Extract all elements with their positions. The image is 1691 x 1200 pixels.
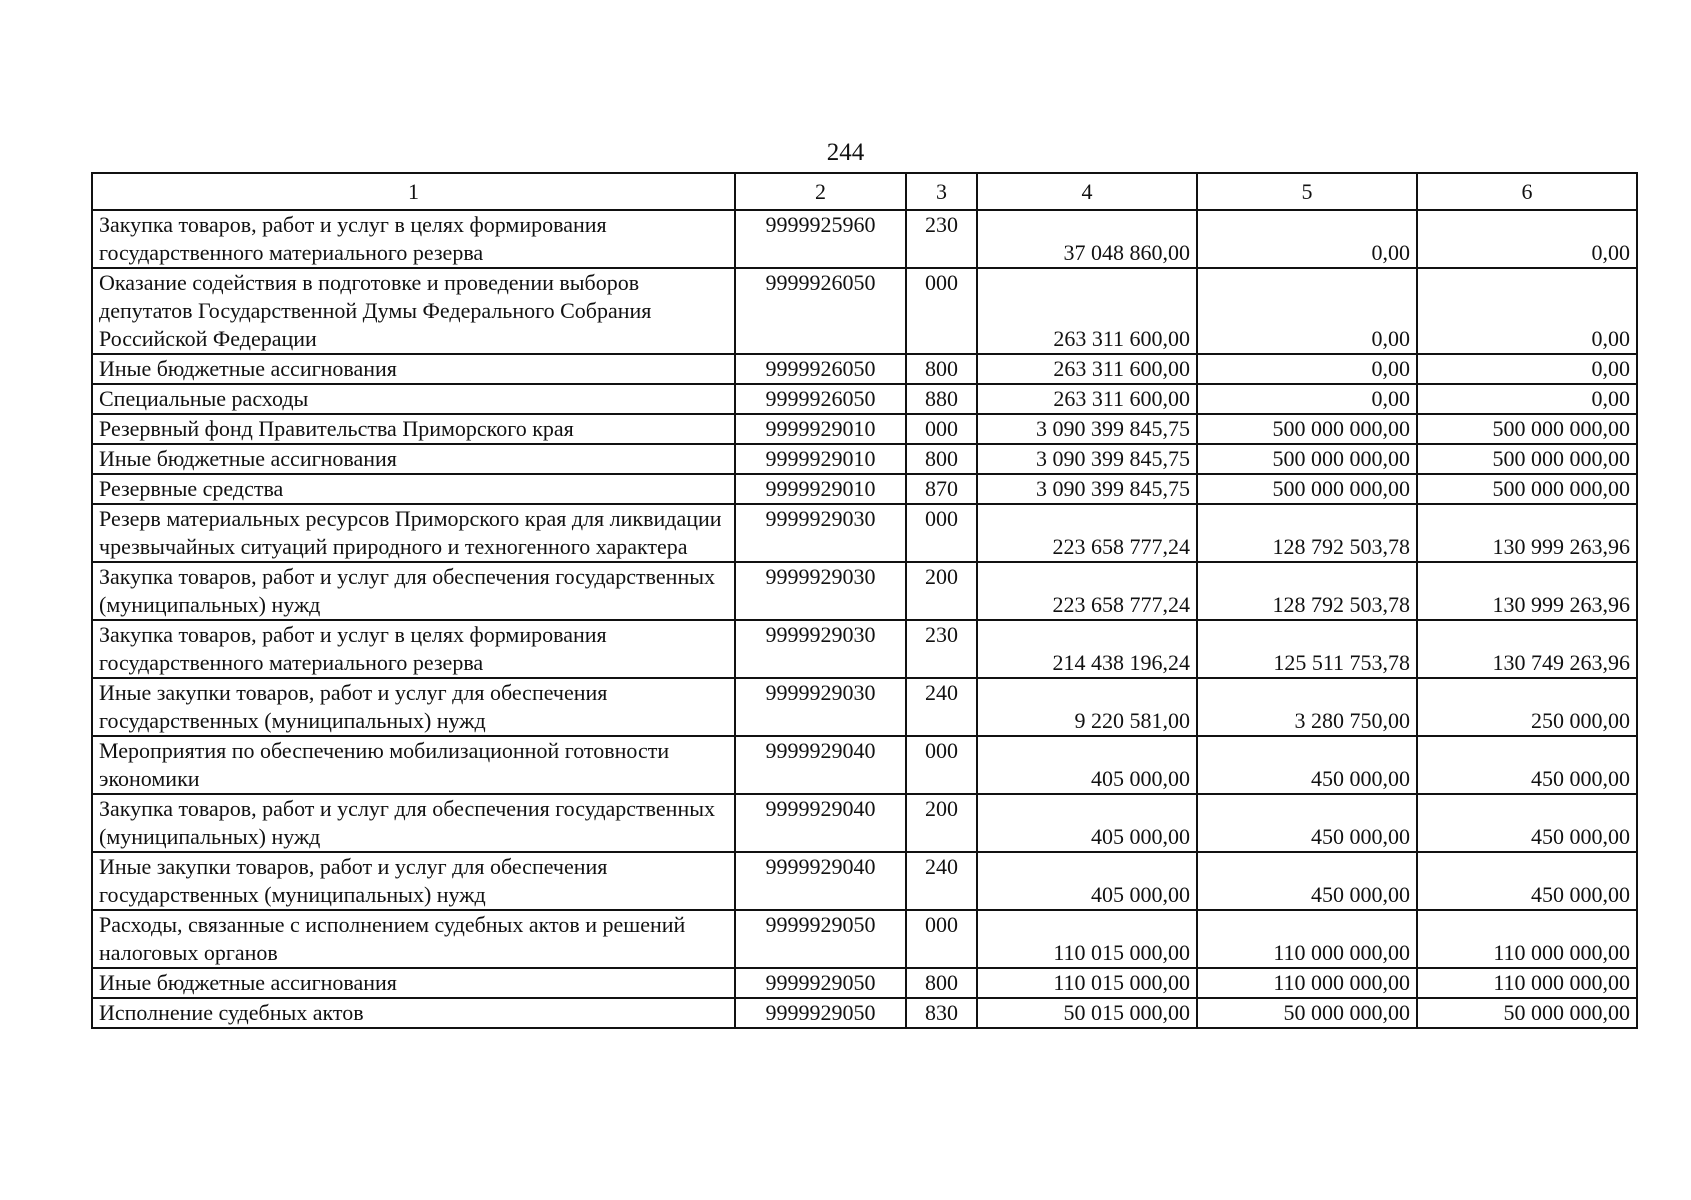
amount-year2-cell: 450 000,00 xyxy=(1197,794,1417,852)
table-row xyxy=(92,852,1637,910)
amount-year2-cell: 0,00 xyxy=(1197,354,1417,384)
target-article-cell: 9999929040 xyxy=(735,736,906,794)
amount-year1-cell: 37 048 860,00 xyxy=(977,210,1197,268)
header-row xyxy=(92,173,1637,210)
amount-year3-cell: 130 999 263,96 xyxy=(1417,562,1637,620)
amount-year2-cell: 0,00 xyxy=(1197,384,1417,414)
column-header: 6 xyxy=(1417,173,1637,210)
table-row xyxy=(92,474,1637,504)
amount-year1-cell: 223 658 777,24 xyxy=(977,504,1197,562)
row-name-cell: Резерв материальных ресурсов Приморского края для ликвидации чрезвычайных ситуаций природного и техногенного характера xyxy=(92,504,735,562)
column-header: 1 xyxy=(92,173,735,210)
target-article-cell: 9999925960 xyxy=(735,210,906,268)
amount-year2-cell: 0,00 xyxy=(1197,210,1417,268)
target-article-cell: 9999929050 xyxy=(735,998,906,1028)
amount-year1-cell: 3 090 399 845,75 xyxy=(977,444,1197,474)
row-name-cell: Резервные средства xyxy=(92,474,735,504)
expense-type-cell: 830 xyxy=(906,998,977,1028)
amount-year3-cell: 500 000 000,00 xyxy=(1417,474,1637,504)
table-row xyxy=(92,210,1637,268)
row-name-cell: Расходы, связанные с исполнением судебных актов и решений налоговых органов xyxy=(92,910,735,968)
amount-year3-cell: 130 749 263,96 xyxy=(1417,620,1637,678)
amount-year2-cell: 125 511 753,78 xyxy=(1197,620,1417,678)
amount-year3-cell: 450 000,00 xyxy=(1417,736,1637,794)
amount-year2-cell: 500 000 000,00 xyxy=(1197,474,1417,504)
amount-year1-cell: 405 000,00 xyxy=(977,794,1197,852)
expense-type-cell: 240 xyxy=(906,852,977,910)
amount-year2-cell: 3 280 750,00 xyxy=(1197,678,1417,736)
row-name-cell: Резервный фонд Правительства Приморского края xyxy=(92,414,735,444)
amount-year1-cell: 405 000,00 xyxy=(977,852,1197,910)
amount-year3-cell: 0,00 xyxy=(1417,354,1637,384)
expense-type-cell: 800 xyxy=(906,444,977,474)
column-header: 4 xyxy=(977,173,1197,210)
page-number: 244 xyxy=(826,139,865,166)
row-name-cell: Мероприятия по обеспечению мобилизационной готовности экономики xyxy=(92,736,735,794)
amount-year1-cell: 263 311 600,00 xyxy=(977,268,1197,354)
amount-year3-cell: 250 000,00 xyxy=(1417,678,1637,736)
target-article-cell: 9999926050 xyxy=(735,384,906,414)
expense-type-cell: 000 xyxy=(906,504,977,562)
amount-year3-cell: 110 000 000,00 xyxy=(1417,968,1637,998)
amount-year3-cell: 0,00 xyxy=(1417,268,1637,354)
expense-type-cell: 800 xyxy=(906,968,977,998)
table-row xyxy=(92,504,1637,562)
row-name-cell: Иные закупки товаров, работ и услуг для обеспечения государственных (муниципальных) нужд xyxy=(92,852,735,910)
column-header: 2 xyxy=(735,173,906,210)
table-body xyxy=(92,210,1637,1028)
table-row xyxy=(92,998,1637,1028)
target-article-cell: 9999929030 xyxy=(735,678,906,736)
table-row xyxy=(92,354,1637,384)
table-row xyxy=(92,794,1637,852)
amount-year2-cell: 0,00 xyxy=(1197,268,1417,354)
amount-year2-cell: 128 792 503,78 xyxy=(1197,562,1417,620)
target-article-cell: 9999926050 xyxy=(735,354,906,384)
expense-type-cell: 200 xyxy=(906,562,977,620)
row-name-cell: Иные бюджетные ассигнования xyxy=(92,968,735,998)
amount-year3-cell: 500 000 000,00 xyxy=(1417,414,1637,444)
amount-year3-cell: 0,00 xyxy=(1417,210,1637,268)
amount-year1-cell: 405 000,00 xyxy=(977,736,1197,794)
amount-year2-cell: 450 000,00 xyxy=(1197,736,1417,794)
budget-table xyxy=(91,172,1638,1029)
expense-type-cell: 240 xyxy=(906,678,977,736)
expense-type-cell: 000 xyxy=(906,414,977,444)
expense-type-cell: 880 xyxy=(906,384,977,414)
amount-year1-cell: 214 438 196,24 xyxy=(977,620,1197,678)
amount-year3-cell: 130 999 263,96 xyxy=(1417,504,1637,562)
amount-year2-cell: 110 000 000,00 xyxy=(1197,910,1417,968)
table-row xyxy=(92,678,1637,736)
table-row xyxy=(92,414,1637,444)
target-article-cell: 9999929010 xyxy=(735,414,906,444)
amount-year1-cell: 3 090 399 845,75 xyxy=(977,474,1197,504)
target-article-cell: 9999929040 xyxy=(735,794,906,852)
amount-year1-cell: 50 015 000,00 xyxy=(977,998,1197,1028)
target-article-cell: 9999929050 xyxy=(735,968,906,998)
amount-year2-cell: 50 000 000,00 xyxy=(1197,998,1417,1028)
amount-year3-cell: 0,00 xyxy=(1417,384,1637,414)
amount-year1-cell: 263 311 600,00 xyxy=(977,384,1197,414)
target-article-cell: 9999929010 xyxy=(735,474,906,504)
amount-year1-cell: 110 015 000,00 xyxy=(977,968,1197,998)
amount-year2-cell: 500 000 000,00 xyxy=(1197,414,1417,444)
amount-year3-cell: 110 000 000,00 xyxy=(1417,910,1637,968)
expense-type-cell: 800 xyxy=(906,354,977,384)
target-article-cell: 9999929010 xyxy=(735,444,906,474)
row-name-cell: Закупка товаров, работ и услуг для обеспечения государственных (муниципальных) нужд xyxy=(92,794,735,852)
expense-type-cell: 230 xyxy=(906,210,977,268)
amount-year1-cell: 110 015 000,00 xyxy=(977,910,1197,968)
amount-year3-cell: 450 000,00 xyxy=(1417,852,1637,910)
amount-year1-cell: 3 090 399 845,75 xyxy=(977,414,1197,444)
row-name-cell: Иные бюджетные ассигнования xyxy=(92,354,735,384)
row-name-cell: Иные бюджетные ассигнования xyxy=(92,444,735,474)
row-name-cell: Иные закупки товаров, работ и услуг для обеспечения государственных (муниципальных) нужд xyxy=(92,678,735,736)
table-row xyxy=(92,620,1637,678)
row-name-cell: Специальные расходы xyxy=(92,384,735,414)
expense-type-cell: 000 xyxy=(906,736,977,794)
row-name-cell: Оказание содействия в подготовке и проведении выборов депутатов Государственной Думы Федерального Собрания Российской Федерации xyxy=(92,268,735,354)
target-article-cell: 9999929030 xyxy=(735,562,906,620)
amount-year3-cell: 500 000 000,00 xyxy=(1417,444,1637,474)
amount-year1-cell: 223 658 777,24 xyxy=(977,562,1197,620)
row-name-cell: Закупка товаров, работ и услуг в целях формирования государственного материального резерва xyxy=(92,620,735,678)
expense-type-cell: 870 xyxy=(906,474,977,504)
table-row xyxy=(92,444,1637,474)
amount-year1-cell: 9 220 581,00 xyxy=(977,678,1197,736)
expense-type-cell: 200 xyxy=(906,794,977,852)
amount-year2-cell: 128 792 503,78 xyxy=(1197,504,1417,562)
table-row xyxy=(92,562,1637,620)
amount-year3-cell: 50 000 000,00 xyxy=(1417,998,1637,1028)
amount-year2-cell: 500 000 000,00 xyxy=(1197,444,1417,474)
row-name-cell: Закупка товаров, работ и услуг для обеспечения государственных (муниципальных) нужд xyxy=(92,562,735,620)
amount-year1-cell: 263 311 600,00 xyxy=(977,354,1197,384)
amount-year2-cell: 110 000 000,00 xyxy=(1197,968,1417,998)
target-article-cell: 9999929050 xyxy=(735,910,906,968)
amount-year2-cell: 450 000,00 xyxy=(1197,852,1417,910)
row-name-cell: Закупка товаров, работ и услуг в целях формирования государственного материального резерва xyxy=(92,210,735,268)
target-article-cell: 9999929030 xyxy=(735,620,906,678)
column-header: 3 xyxy=(906,173,977,210)
expense-type-cell: 000 xyxy=(906,268,977,354)
table-row xyxy=(92,736,1637,794)
table-row xyxy=(92,910,1637,968)
target-article-cell: 9999929030 xyxy=(735,504,906,562)
table-row xyxy=(92,968,1637,998)
amount-year3-cell: 450 000,00 xyxy=(1417,794,1637,852)
target-article-cell: 9999926050 xyxy=(735,268,906,354)
expense-type-cell: 230 xyxy=(906,620,977,678)
table-row xyxy=(92,384,1637,414)
table-row xyxy=(92,268,1637,354)
target-article-cell: 9999929040 xyxy=(735,852,906,910)
expense-type-cell: 000 xyxy=(906,910,977,968)
column-header: 5 xyxy=(1197,173,1417,210)
row-name-cell: Исполнение судебных актов xyxy=(92,998,735,1028)
